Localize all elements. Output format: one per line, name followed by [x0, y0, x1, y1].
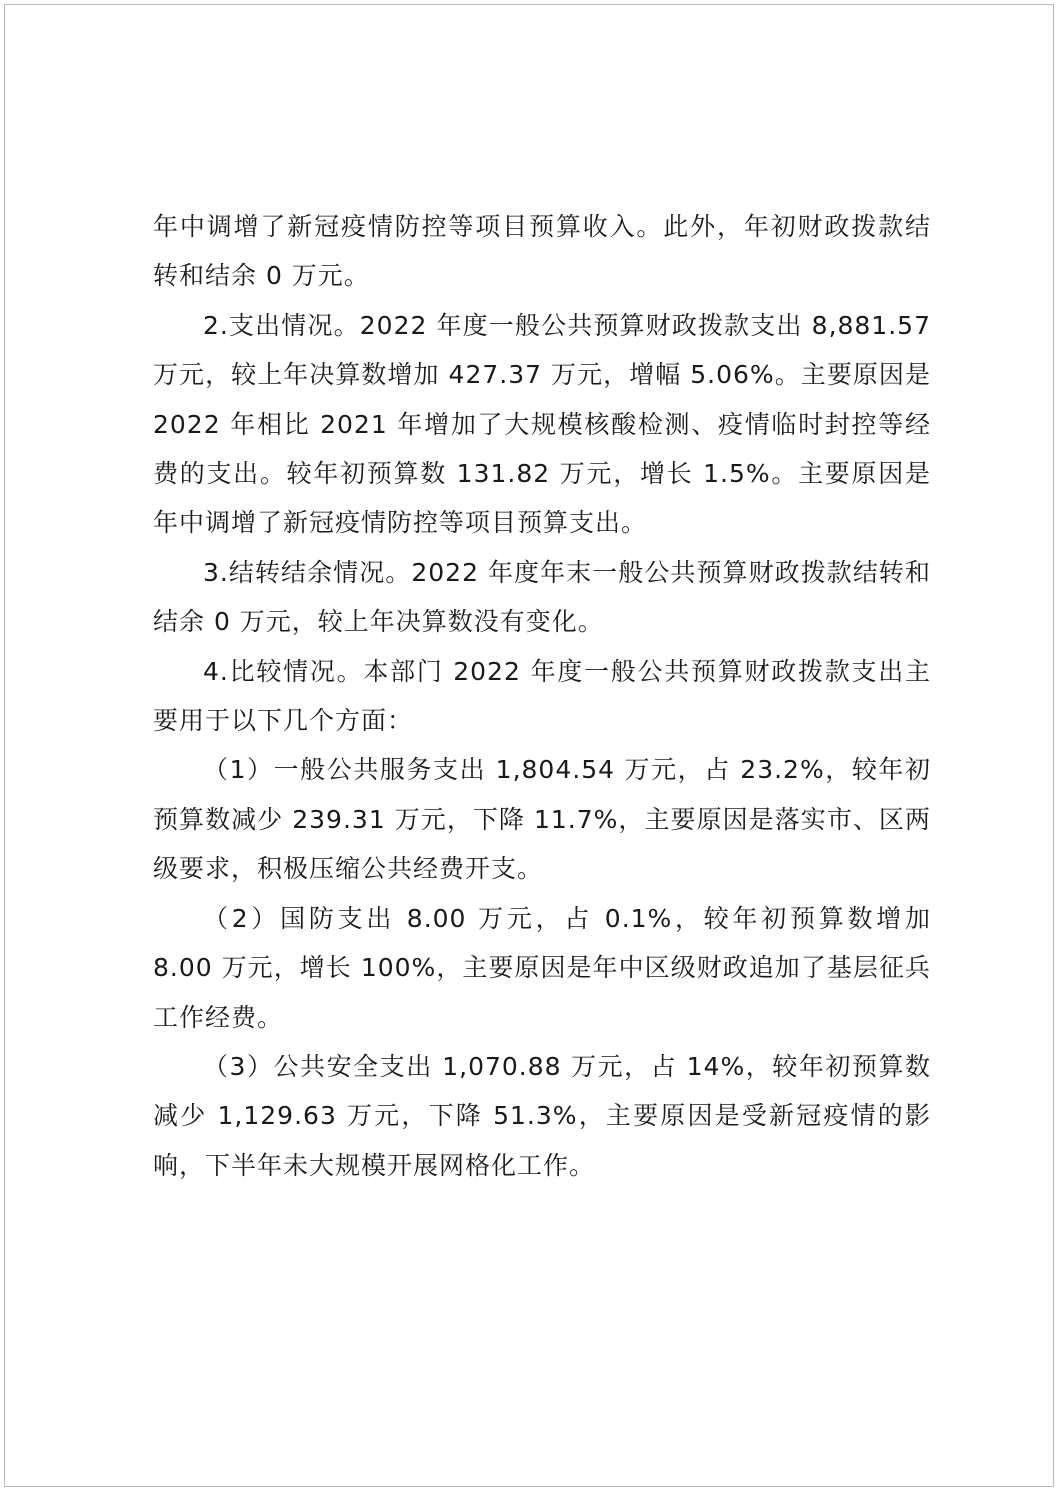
page-frame	[4, 4, 1054, 1487]
paragraph-comparison: 4.比较情况。本部门 2022 年度一般公共预算财政拨款支出主要用于以下几个方面：	[153, 656, 931, 736]
paragraph-public-security: （3）公共安全支出 1,070.88 万元，占 14%，较年初预算数减少 1,129.63 万元，下降 51.3%，主要原因是受新冠疫情的影响，下半年未大规模开展网格化工作。	[153, 1051, 931, 1180]
paragraph-expenditure: 2.支出情况。2022 年度一般公共预算财政拨款支出 8,881.57 万元，较上年决算数增加 427.37 万元，增幅 5.06%。主要原因是 2022 年相比 2021 年增加了大规模核酸检测、疫情临时封控等经费的支出。较年初预算数 131.82 万元，增长 1.5%。主要原因是年中调增了新冠疫情防控等项目预算支出。	[153, 310, 931, 538]
paragraph-general-public-services: （1）一般公共服务支出 1,804.54 万元，占 23.2%，较年初预算数减少 239.31 万元，下降 11.7%，主要原因是落实市、区两级要求，积极压缩公共经费开支。	[153, 755, 931, 884]
paragraph-national-defense: （2）国防支出 8.00 万元，占 0.1%，较年初预算数增加 8.00 万元，增长 100%，主要原因是年中区级财政追加了基层征兵工作经费。	[153, 903, 931, 1032]
paragraph-income-continuation: 年中调增了新冠疫情防控等项目预算收入。此外，年初财政拨款结转和结余 0 万元。	[153, 212, 931, 291]
paragraph-carryover: 3.结转结余情况。2022 年度年末一般公共预算财政拨款结转和结余 0 万元，较上年决算数没有变化。	[153, 557, 931, 637]
document-body	[153, 202, 931, 1190]
